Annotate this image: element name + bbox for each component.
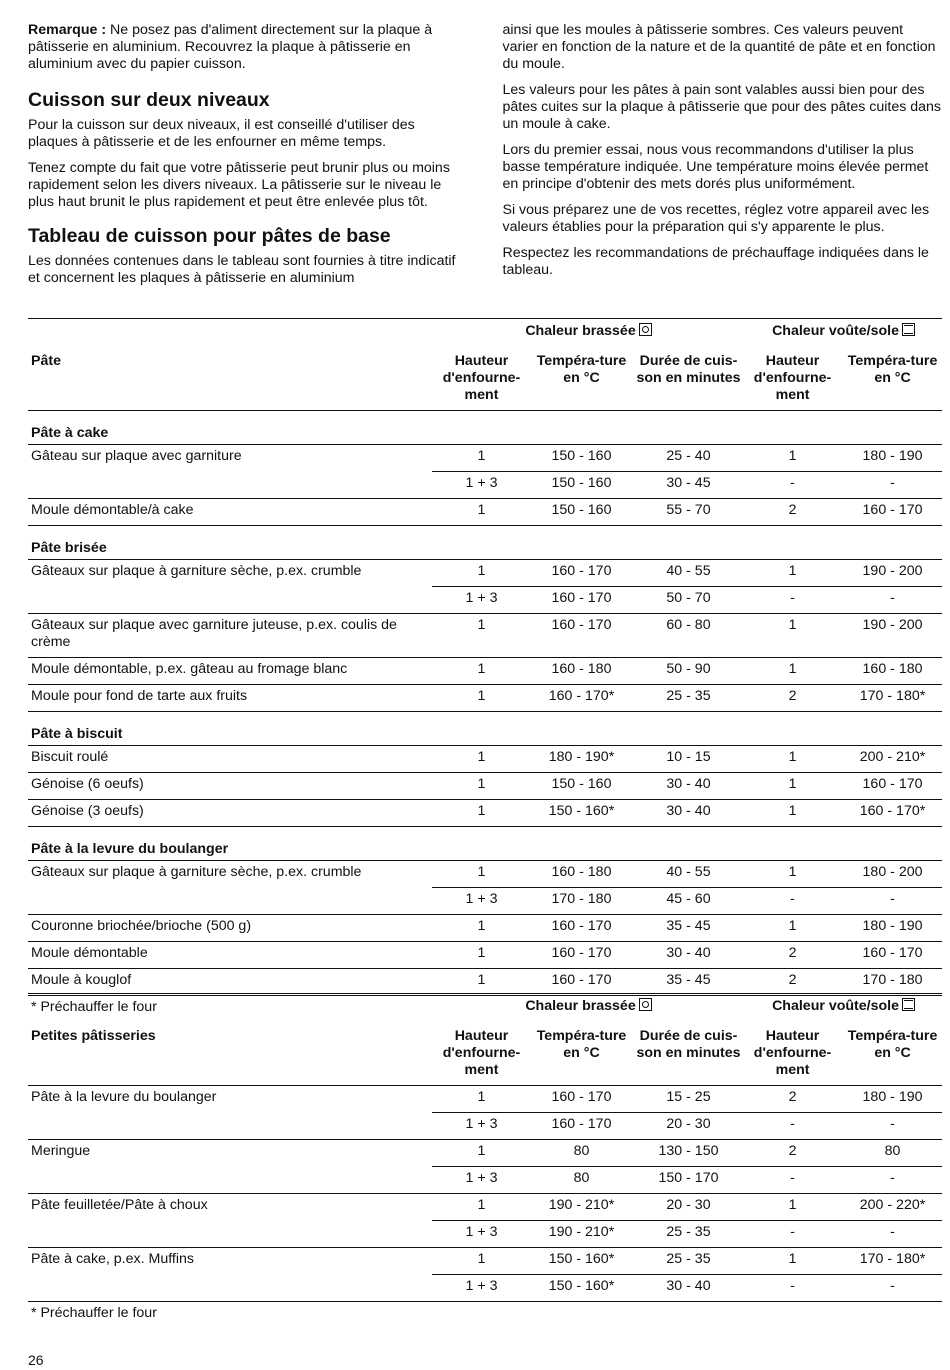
table-row [28,658,942,685]
paragraph: Les valeurs pour les pâtes à pain sont valables aussi bien pour des pâtes cuites sur la plaque à pâtisserie que pour des pâtes cuites dans un moule à cake. [502,82,942,132]
column-header-temperature: Tempéra-ture en °C [847,353,938,386]
table-row [28,472,942,499]
cell-topbottom-temperature: 160 - 170 [840,499,942,526]
category-heading: Pâte à la levure du boulanger [28,827,942,861]
cell-fan-level: 1 [432,445,528,472]
cell-fan-level: 1 [432,915,528,942]
cell-topbottom-level: - [742,1275,840,1302]
cell-fan-duration: 130 - 150 [632,1140,742,1167]
cell-topbottom-temperature: 80 [840,1140,942,1167]
cell-dough-name [28,1275,432,1302]
cell-topbottom-temperature: - [840,587,942,614]
cell-dough-name: Gâteaux sur plaque avec garniture juteuse, p.ex. coulis de crème [28,614,432,658]
cell-fan-duration: 25 - 35 [632,685,742,712]
note-label: Remarque : [28,22,107,38]
table-row [28,587,942,614]
cell-fan-duration: 50 - 70 [632,587,742,614]
cell-fan-duration: 60 - 80 [632,614,742,658]
cell-fan-temperature: 160 - 180 [528,658,632,685]
cell-topbottom-level: 1 [742,773,840,800]
cell-topbottom-level: 1 [742,658,840,685]
baking-table-base-doughs [28,318,942,1016]
cell-topbottom-level: 2 [742,942,840,969]
cell-fan-level: 1 [432,614,528,658]
cell-topbottom-temperature: 200 - 220* [840,1194,942,1221]
cell-fan-level: 1 [432,942,528,969]
cell-topbottom-level: 1 [742,614,840,658]
cell-dough-name: Génoise (6 oeufs) [28,773,432,800]
table-row [28,969,942,996]
cell-dough-name: Gâteaux sur plaque à garniture sèche, p.ex. crumble [28,861,432,888]
cell-fan-duration: 20 - 30 [632,1194,742,1221]
cell-dough-name [28,1167,432,1194]
table-row [28,888,942,915]
cell-topbottom-temperature: - [840,1113,942,1140]
cell-fan-duration: 45 - 60 [632,888,742,915]
cell-topbottom-temperature: 160 - 180 [840,658,942,685]
cell-fan-duration: 150 - 170 [632,1167,742,1194]
cell-dough-name: Moule à kouglof [28,969,432,996]
cell-fan-temperature: 150 - 160 [528,445,632,472]
column-header-level: Hauteur d'enfourne-ment [753,353,832,403]
table-row [28,942,942,969]
cell-fan-temperature: 80 [528,1167,632,1194]
cell-fan-duration: 30 - 40 [632,773,742,800]
intro-text [28,22,942,296]
heading-baking-table: Tableau de cuisson pour pâtes de base [28,225,391,247]
cell-dough-name: Moule pour fond de tarte aux fruits [28,685,432,712]
fan-heat-icon [639,998,652,1011]
cell-topbottom-temperature: - [840,472,942,499]
top-bottom-heat-icon [902,998,915,1011]
column-header-duration: Durée de cuis-son en minutes [636,1028,741,1061]
table-row [28,800,942,827]
table-row [28,1113,942,1140]
cell-topbottom-temperature: - [840,888,942,915]
cell-fan-duration: 25 - 35 [632,1221,742,1248]
cell-fan-temperature: 160 - 170 [528,587,632,614]
cell-fan-level: 1 [432,560,528,587]
table-row [28,1140,942,1167]
table-row [28,685,942,712]
mode-fan-heat-header: Chaleur brassée [432,319,742,346]
cell-fan-temperature: 150 - 160* [528,1248,632,1275]
cell-fan-level: 1 + 3 [432,1113,528,1140]
cell-fan-temperature: 160 - 180 [528,861,632,888]
table-row [28,499,942,526]
footnote: * Préchauffer le four [28,996,942,1017]
top-bottom-heat-icon [902,323,915,336]
cell-fan-level: 1 [432,1194,528,1221]
cell-fan-level: 1 + 3 [432,1275,528,1302]
cell-fan-temperature: 160 - 170 [528,614,632,658]
cell-dough-name: Meringue [28,1140,432,1167]
cell-topbottom-temperature: 170 - 180* [840,1248,942,1275]
column-header-pastry: Petites pâtisseries [31,1028,156,1044]
footnote: * Préchauffer le four [28,1302,942,1323]
cell-fan-duration: 35 - 45 [632,915,742,942]
cell-fan-level: 1 [432,1248,528,1275]
cell-fan-level: 1 [432,685,528,712]
cell-topbottom-level: 2 [742,499,840,526]
table-row [28,1248,942,1275]
cell-topbottom-level: - [742,1221,840,1248]
cell-topbottom-temperature: - [840,1275,942,1302]
column-header-temperature: Tempéra-ture en °C [536,353,627,386]
cell-fan-level: 1 [432,773,528,800]
table-row [28,1221,942,1248]
cell-fan-duration: 55 - 70 [632,499,742,526]
column-header-dough: Pâte [31,353,61,369]
cell-topbottom-temperature: 160 - 170 [840,942,942,969]
table-row [28,773,942,800]
cell-fan-duration: 50 - 90 [632,658,742,685]
cell-fan-level: 1 [432,1086,528,1113]
cell-topbottom-level: 2 [742,969,840,996]
cell-fan-temperature: 160 - 170 [528,560,632,587]
cell-dough-name: Moule démontable, p.ex. gâteau au fromage blanc [28,658,432,685]
cell-topbottom-temperature: 180 - 190 [840,915,942,942]
cell-topbottom-temperature: 160 - 170 [840,773,942,800]
cell-topbottom-level: - [742,888,840,915]
cell-topbottom-temperature: 160 - 170* [840,800,942,827]
cell-topbottom-level: - [742,1167,840,1194]
intro-right-column [503,22,943,296]
cell-dough-name: Pâte feuilletée/Pâte à choux [28,1194,432,1221]
cell-dough-name: Couronne briochée/brioche (500 g) [28,915,432,942]
cell-topbottom-level: 2 [742,1086,840,1113]
cell-fan-temperature: 160 - 170 [528,969,632,996]
cell-fan-temperature: 160 - 170 [528,942,632,969]
cell-dough-name: Gâteaux sur plaque à garniture sèche, p.ex. crumble [28,560,432,587]
cell-fan-level: 1 [432,1140,528,1167]
cell-dough-name: Moule démontable/à cake [28,499,432,526]
cell-topbottom-level: 1 [742,1248,840,1275]
cell-dough-name: Pâte à la levure du boulanger [28,1086,432,1113]
cell-fan-level: 1 + 3 [432,472,528,499]
table-row [28,1167,942,1194]
cell-fan-level: 1 [432,746,528,773]
cell-topbottom-level: - [742,472,840,499]
baking-table-small-pastries [28,993,942,1322]
cell-fan-temperature: 160 - 170 [528,1113,632,1140]
cell-topbottom-level: 1 [742,1194,840,1221]
cell-fan-level: 1 [432,658,528,685]
fan-heat-icon [639,323,652,336]
cell-fan-duration: 25 - 35 [632,1248,742,1275]
table-row [28,746,942,773]
cell-dough-name: Génoise (3 oeufs) [28,800,432,827]
column-header-temperature: Tempéra-ture en °C [847,1028,938,1061]
cell-topbottom-temperature: 170 - 180 [840,969,942,996]
paragraph: Les données contenues dans le tableau sont fournies à titre indicatif et concernent les plaques à pâtisserie en aluminium [28,253,456,286]
cell-dough-name: Pâte à cake, p.ex. Muffins [28,1248,432,1275]
cell-fan-level: 1 [432,800,528,827]
cell-fan-temperature: 170 - 180 [528,888,632,915]
cell-fan-temperature: 160 - 170 [528,1086,632,1113]
cell-topbottom-level: - [742,587,840,614]
column-header-duration: Durée de cuis-son en minutes [636,353,741,386]
cell-fan-duration: 15 - 25 [632,1086,742,1113]
heading-two-levels: Cuisson sur deux niveaux [28,89,270,111]
note-paragraph [28,22,468,73]
cell-dough-name: Gâteau sur plaque avec garniture [28,445,432,472]
cell-fan-duration: 35 - 45 [632,969,742,996]
cell-fan-level: 1 + 3 [432,1221,528,1248]
table-row [28,1194,942,1221]
table-row [28,1086,942,1113]
cell-topbottom-level: 2 [742,1140,840,1167]
table-row [28,861,942,888]
cell-topbottom-temperature: 180 - 190 [840,445,942,472]
cell-fan-level: 1 [432,499,528,526]
cell-fan-temperature: 160 - 170* [528,685,632,712]
paragraph: Lors du premier essai, nous vous recommandons d'utiliser la plus basse température indiquée. Une température moins élevée permet en principe d'obtenir des mets dorés plus uniformément. [502,142,929,192]
cell-dough-name: Biscuit roulé [28,746,432,773]
paragraph: Tenez compte du fait que votre pâtisserie peut brunir plus ou moins rapidement selon les divers niveaux. La pâtisserie sur le niveau le plus haut brunit le plus rapidement et peut être enlevée plus tôt. [28,160,450,210]
cell-dough-name [28,1113,432,1140]
cell-fan-temperature: 80 [528,1140,632,1167]
cell-fan-duration: 10 - 15 [632,746,742,773]
cell-topbottom-temperature: 180 - 190 [840,1086,942,1113]
cell-topbottom-level: 1 [742,560,840,587]
cell-dough-name [28,888,432,915]
cell-fan-temperature: 150 - 160 [528,499,632,526]
paragraph: Pour la cuisson sur deux niveaux, il est conseillé d'utiliser des plaques à pâtisserie et de les enfourner en même temps. [28,117,415,150]
table-row [28,560,942,587]
column-header-level: Hauteur d'enfourne-ment [753,1028,832,1078]
intro-left-column [28,22,468,296]
cell-fan-duration: 25 - 40 [632,445,742,472]
cell-fan-duration: 30 - 40 [632,942,742,969]
paragraph: ainsi que les moules à pâtisserie sombres. Ces valeurs peuvent varier en fonction de la nature et de la quantité de pâte et en fonction du moule. [502,22,936,72]
cell-fan-temperature: 190 - 210* [528,1194,632,1221]
cell-topbottom-temperature: 180 - 200 [840,861,942,888]
column-header-level: Hauteur d'enfourne-ment [442,1028,521,1078]
cell-topbottom-level: 1 [742,800,840,827]
cell-fan-level: 1 + 3 [432,888,528,915]
table-row [28,1275,942,1302]
table-row [28,445,942,472]
column-header-level: Hauteur d'enfourne-ment [442,353,521,403]
cell-topbottom-temperature: 170 - 180* [840,685,942,712]
category-heading: Pâte brisée [28,526,942,560]
paragraph: Si vous préparez une de vos recettes, réglez votre appareil avec les valeurs établies pour la préparation qui s'y apparente le plus. [502,202,930,235]
cell-dough-name [28,1221,432,1248]
cell-topbottom-level: 1 [742,915,840,942]
table-row [28,614,942,658]
cell-dough-name [28,472,432,499]
cell-topbottom-level: - [742,1113,840,1140]
cell-fan-temperature: 150 - 160* [528,1275,632,1302]
cell-fan-temperature: 160 - 170 [528,915,632,942]
cell-fan-temperature: 190 - 210* [528,1221,632,1248]
mode-top-bottom-header: Chaleur voûte/sole [742,319,942,346]
column-header-temperature: Tempéra-ture en °C [536,1028,627,1061]
mode-top-bottom-header: Chaleur voûte/sole [742,994,942,1021]
cell-topbottom-level: 2 [742,685,840,712]
cell-fan-duration: 30 - 40 [632,1275,742,1302]
table-row [28,915,942,942]
cell-fan-duration: 20 - 30 [632,1113,742,1140]
cell-dough-name [28,587,432,614]
cell-fan-temperature: 150 - 160 [528,773,632,800]
category-heading: Pâte à cake [28,411,942,445]
mode-fan-heat-header: Chaleur brassée [432,994,742,1021]
paragraph: Respectez les recommandations de préchauffage indiquées dans le tableau. [502,245,929,278]
note-text: Ne posez pas d'aliment directement sur la plaque à pâtisserie en aluminium. Recouvrez la plaque à pâtisserie en aluminium avec du papier cuisson. [28,22,433,72]
cell-topbottom-level: 1 [742,746,840,773]
cell-fan-temperature: 150 - 160* [528,800,632,827]
cell-topbottom-temperature: - [840,1221,942,1248]
cell-fan-duration: 30 - 40 [632,800,742,827]
page-number: 26 [28,1352,44,1368]
cell-fan-level: 1 + 3 [432,587,528,614]
cell-fan-duration: 30 - 45 [632,472,742,499]
cell-topbottom-level: 1 [742,445,840,472]
cell-fan-duration: 40 - 55 [632,560,742,587]
category-heading: Pâte à biscuit [28,712,942,746]
cell-fan-level: 1 + 3 [432,1167,528,1194]
cell-topbottom-temperature: - [840,1167,942,1194]
cell-dough-name: Moule démontable [28,942,432,969]
cell-topbottom-temperature: 200 - 210* [840,746,942,773]
cell-fan-duration: 40 - 55 [632,861,742,888]
cell-topbottom-level: 1 [742,861,840,888]
cell-fan-level: 1 [432,969,528,996]
cell-fan-temperature: 180 - 190* [528,746,632,773]
cell-topbottom-temperature: 190 - 200 [840,560,942,587]
cell-topbottom-temperature: 190 - 200 [840,614,942,658]
cell-fan-level: 1 [432,861,528,888]
cell-fan-temperature: 150 - 160 [528,472,632,499]
